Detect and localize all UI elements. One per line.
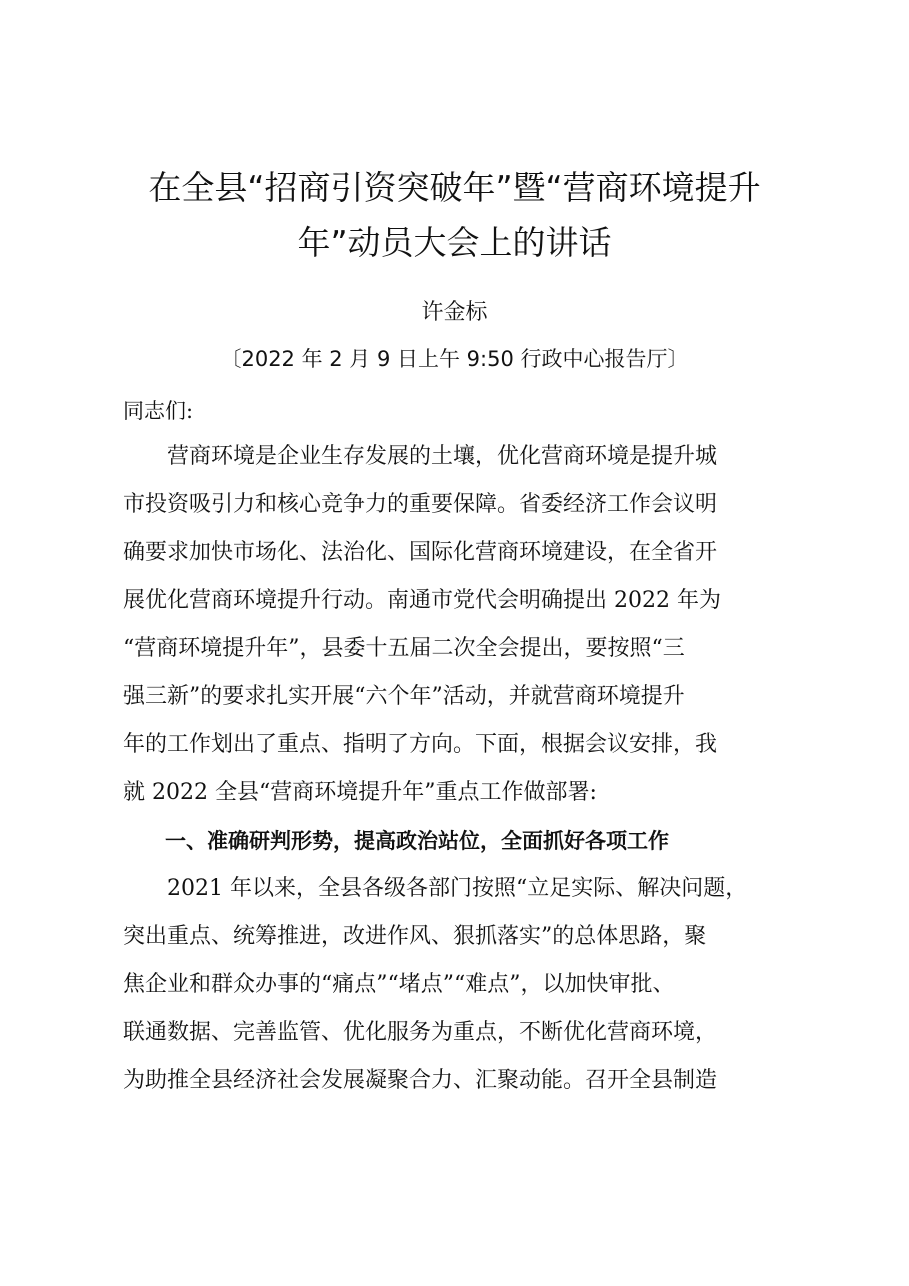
- section-heading: 一、准确研判形势，提高政治站位，全面抓好各项工作: [123, 829, 669, 853]
- body-line: 强三新”的要求扎实开展“六个年”活动，并就营商环境提升: [123, 684, 685, 709]
- body-line: 联通数据、完善监管、优化服务为重点，不断优化营商环境，: [123, 1020, 718, 1045]
- salutation: 同志们:: [123, 399, 194, 423]
- document-title: [110, 160, 799, 270]
- body-line: 年的工作划出了重点、指明了方向。下面，根据会议安排，我: [123, 732, 718, 757]
- body-line: 确要求加快市场化、法治化、国际化营商环境建设，在全省开: [123, 540, 718, 565]
- body-line: 焦企业和群众办事的“痛点”“堵点”“难点”，以加快审批、: [123, 972, 675, 997]
- body-line: 展优化营商环境提升行动。南通市党代会明确提出 2022 年为: [123, 588, 721, 613]
- body-line: 营商环境是企业生存发展的土壤，优化营商环境是提升城: [123, 444, 718, 469]
- body-line: 2021 年以来，全县各级各部门按照“立足实际、解决问题，: [123, 876, 748, 901]
- speech-dateline: 〔2022 年 2 月 9 日上午 9:50 行政中心报告厅〕: [220, 347, 689, 371]
- author-name: 许金标: [421, 300, 488, 325]
- title-line-1: 在全县“招商引资突破年”暨“营商环境提升: [148, 168, 761, 207]
- body-line: 突出重点、统筹推进，改进作风、狠抓落实”的总体思路，聚: [123, 924, 707, 949]
- body-line: 市投资吸引力和核心竞争力的重要保障。省委经济工作会议明: [123, 492, 718, 517]
- title-line-2: 年”动员大会上的讲话: [297, 223, 612, 262]
- body-line: 就 2022 全县“营商环境提升年”重点工作做部署:: [123, 780, 597, 805]
- body-line: 为助推全县经济社会发展凝聚合力、汇聚动能。召开全县制造: [123, 1068, 718, 1093]
- body-line: “营商环境提升年”，县委十五届二次全会提出，要按照“三: [123, 636, 685, 661]
